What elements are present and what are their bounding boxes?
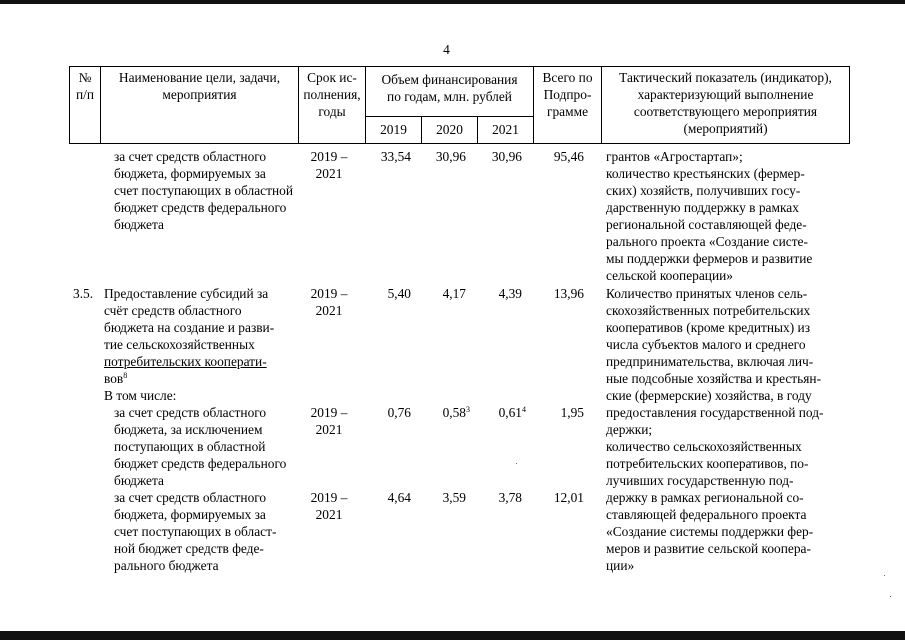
row-name-federal-sourced: за счет средств областного бюджета, формируемых за счет поступающих в областной бюджет средств федерального бюджета (114, 149, 293, 232)
value-2020-regional: 0,58$^3$ (442, 405, 470, 420)
header-term: Срок ис- полнения, годы (303, 70, 361, 119)
scan-speck (884, 575, 885, 576)
footnote-8: 8 (123, 371, 128, 380)
footnote-3: 3 (466, 405, 470, 414)
subsection-label: В том числе: (104, 388, 177, 403)
indicator-text-block-1: грантов «Агростартап»; количество крестьянских (фермер- ских) хозяйств, получивших госу- дарственную поддержку в рамках региональной составляющей феде- рального проекта «Создание систе- мы поддержки фермеров и развитие сельской кооперации» (606, 149, 813, 283)
header-year-2020: 2020 (436, 122, 463, 137)
row-name-3-5: Предоставление субсидий за счёт средств областного бюджета на создание и разви- тие сельскохозяйственных потребительских кооперати- вов$^8$ (104, 286, 275, 386)
value-total-3-5: 13,96 (553, 286, 584, 301)
row-term-regional: 2019 – 2021 (310, 405, 348, 437)
row-term-federal: 2019 – 2021 (310, 490, 348, 522)
header-name: Наименование цели, задачи, мероприятия (118, 70, 281, 102)
row-name-federal-sourced-3-5: за счет средств областного бюджета, формируемых за счет поступающих в област- ной бюджет средств феде- рального бюджета (114, 490, 277, 573)
header-year-2021: 2021 (492, 122, 519, 137)
value-2019: 33,54 (380, 149, 411, 164)
value-2019-regional: 0,76 (387, 405, 411, 420)
header-indicator: Тактический показатель (индикатор), характеризующий выполнение соответствующего мероприятия (мероприятий) (619, 70, 832, 136)
scan-speck (516, 463, 517, 464)
value-total: 95,46 (553, 149, 584, 164)
header-year-2019: 2019 (380, 122, 407, 137)
header-number: № п/п (75, 70, 95, 102)
header-total: Всего по Подпро- грамме (542, 70, 593, 119)
value-2021-3-5: 4,39 (498, 286, 522, 301)
page-number: 4 (443, 42, 450, 57)
footnote-4: 4 (522, 405, 526, 414)
value-2020: 30,96 (435, 149, 466, 164)
value-total-federal: 12,01 (553, 490, 584, 505)
value-2020-3-5: 4,17 (442, 286, 466, 301)
scan-top-edge (0, 0, 905, 4)
value-2021-federal: 3,78 (498, 490, 522, 505)
row-term-3-5: 2019 – 2021 (310, 286, 348, 318)
indicator-text-block-2: Количество принятых членов сель- скохозяйственных потребительских кооперативов (кроме кредитных) из числа субъектов малого и среднего предпринимательства, включая лич- ные подсобные хозяйства и крестьян- ские (фермерские) хозяйства, в году предоставления государственной под- держки; количество сельскохозяйственных потребительских кооперативов, по- лучивших государственную под- держку в рамках региональной со- ставляющей федерального проекта «Создание системы поддержки фер- меров и развитие сельской коопера- ции» (606, 286, 824, 573)
row-name-regional-only: за счет средств областного бюджета, за исключением поступающих в областной бюджет средств федерального бюджета (114, 405, 287, 488)
value-total-regional: 1,95 (560, 405, 584, 420)
header-funding: Объем финансирования по годам, млн. рублей (381, 72, 518, 104)
value-2020-federal: 3,59 (442, 490, 466, 505)
row-term: 2019 – 2021 (310, 149, 348, 181)
value-2021-regional: 0,61$^4$ (498, 405, 526, 420)
scan-speck (890, 596, 891, 597)
value-2019-federal: 4,64 (387, 490, 411, 505)
scan-bottom-edge (0, 631, 905, 640)
value-2019-3-5: 5,40 (387, 286, 411, 301)
value-2021: 30,96 (491, 149, 522, 164)
row-number-3-5: 3.5. (73, 286, 94, 301)
